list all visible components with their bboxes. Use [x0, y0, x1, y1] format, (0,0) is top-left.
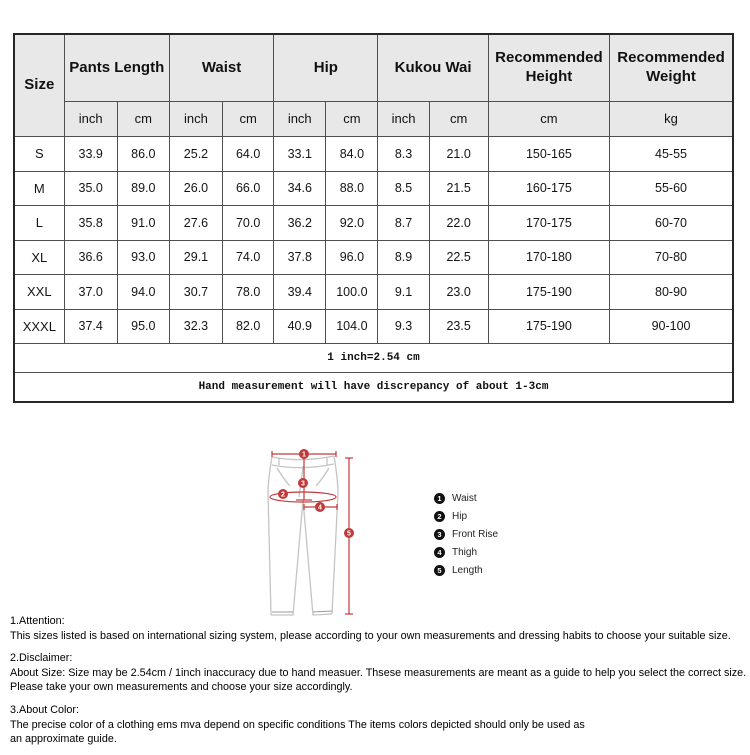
value-cell: 78.0 — [223, 275, 274, 310]
unit-header: inch — [274, 102, 326, 137]
size-table-body — [14, 137, 733, 344]
value-cell: 36.2 — [274, 206, 326, 241]
size-cell: L — [14, 206, 64, 241]
size-cell: S — [14, 137, 64, 172]
col-header-kukou-wai: Kukou Wai — [378, 34, 488, 102]
col-header-size: Size — [14, 34, 64, 137]
legend-label: Thigh — [452, 547, 478, 558]
value-cell: 64.0 — [223, 137, 274, 172]
unit-header: kg — [610, 102, 733, 137]
badge-4-number: 4 — [318, 504, 322, 512]
pants-measurement-diagram — [253, 446, 363, 621]
legend-item — [434, 493, 498, 504]
value-cell: 66.0 — [223, 171, 274, 206]
note-hand-measurement: Hand measurement will have discrepancy of about 1-3cm — [14, 373, 733, 402]
size-table — [13, 33, 734, 403]
section-heading: 1.Attention: — [10, 615, 65, 627]
value-cell: 104.0 — [326, 309, 378, 344]
legend-item — [434, 565, 498, 576]
value-cell: 21.0 — [429, 137, 488, 172]
value-cell: 23.5 — [429, 309, 488, 344]
table-row — [14, 171, 733, 206]
value-cell: 80-90 — [610, 275, 733, 310]
value-cell: 170-180 — [488, 240, 609, 275]
value-cell: 92.0 — [326, 206, 378, 241]
value-cell: 175-190 — [488, 275, 609, 310]
value-cell: 37.4 — [64, 309, 117, 344]
value-cell: 86.0 — [117, 137, 169, 172]
value-cell: 45-55 — [610, 137, 733, 172]
value-cell: 25.2 — [169, 137, 222, 172]
value-cell: 8.3 — [378, 137, 429, 172]
value-cell: 30.7 — [169, 275, 222, 310]
value-cell: 160-175 — [488, 171, 609, 206]
legend-label: Length — [452, 565, 483, 576]
col-header-waist: Waist — [169, 34, 273, 102]
col-header-pants-length: Pants Length — [64, 34, 169, 102]
legend-label: Front Rise — [452, 529, 499, 540]
unit-header: inch — [378, 102, 429, 137]
value-cell: 74.0 — [223, 240, 274, 275]
info-sections — [10, 614, 748, 755]
value-cell: 32.3 — [169, 309, 222, 344]
table-header-row — [14, 34, 733, 102]
value-cell: 91.0 — [117, 206, 169, 241]
value-cell: 27.6 — [169, 206, 222, 241]
unit-header: cm — [429, 102, 488, 137]
value-cell: 96.0 — [326, 240, 378, 275]
col-header-hip: Hip — [274, 34, 378, 102]
value-cell: 22.5 — [429, 240, 488, 275]
section-line: The precise color of a clothing ems mva depend on specific conditions The items colors depicted should only be used as — [10, 718, 585, 731]
value-cell: 60-70 — [610, 206, 733, 241]
size-cell: XL — [14, 240, 64, 275]
size-cell: M — [14, 171, 64, 206]
table-row — [14, 137, 733, 172]
value-cell: 36.6 — [64, 240, 117, 275]
value-cell: 8.5 — [378, 171, 429, 206]
table-row — [14, 206, 733, 241]
legend-item — [434, 511, 498, 522]
legend-number-badge: 3 — [434, 529, 445, 540]
value-cell: 55-60 — [610, 171, 733, 206]
unit-header: inch — [169, 102, 222, 137]
badge-2-number: 2 — [281, 491, 285, 499]
unit-header: cm — [488, 102, 609, 137]
note-row — [14, 373, 733, 402]
table-units-row — [14, 102, 733, 137]
section-line: Please take your own measurements and choose your size accordingly. — [10, 681, 353, 694]
value-cell: 21.5 — [429, 171, 488, 206]
value-cell: 34.6 — [274, 171, 326, 206]
value-cell: 29.1 — [169, 240, 222, 275]
value-cell: 9.1 — [378, 275, 429, 310]
legend-number-badge: 1 — [434, 493, 445, 504]
legend-label: Hip — [452, 511, 468, 522]
value-cell: 70-80 — [610, 240, 733, 275]
value-cell: 35.0 — [64, 171, 117, 206]
note-row — [14, 344, 733, 373]
section-line: About Size: Size may be 2.54cm / 1inch inaccuracy due to hand measuer. Thsese measurements are meant as a guide to help you select the correct size. — [10, 666, 747, 679]
col-header-recommended-height: Recommended Height — [488, 34, 609, 102]
value-cell: 90-100 — [610, 309, 733, 344]
legend-number-badge: 2 — [434, 511, 445, 522]
unit-header: cm — [117, 102, 169, 137]
value-cell: 9.3 — [378, 309, 429, 344]
value-cell: 40.9 — [274, 309, 326, 344]
badge-3-number: 3 — [301, 480, 305, 488]
value-cell: 37.8 — [274, 240, 326, 275]
value-cell: 70.0 — [223, 206, 274, 241]
section-line: an approximate guide. — [10, 733, 117, 746]
section-heading: 2.Disclaimer: — [10, 652, 73, 665]
value-cell: 23.0 — [429, 275, 488, 310]
value-cell: 170-175 — [488, 206, 609, 241]
col-header-recommended-weight: Recommended Weight — [610, 34, 733, 102]
about-color-section — [10, 703, 748, 747]
value-cell: 26.0 — [169, 171, 222, 206]
legend-number-badge: 5 — [434, 565, 445, 576]
value-cell: 100.0 — [326, 275, 378, 310]
table-row — [14, 240, 733, 275]
table-row — [14, 309, 733, 344]
value-cell: 175-190 — [488, 309, 609, 344]
value-cell: 33.1 — [274, 137, 326, 172]
measurement-legend — [434, 493, 498, 583]
size-cell: XXXL — [14, 309, 64, 344]
value-cell: 35.8 — [64, 206, 117, 241]
value-cell: 8.7 — [378, 206, 429, 241]
legend-number-badge: 4 — [434, 547, 445, 558]
value-cell: 150-165 — [488, 137, 609, 172]
unit-header: cm — [223, 102, 274, 137]
disclaimer-section — [10, 651, 748, 695]
badge-1-number: 1 — [302, 451, 306, 459]
unit-header: inch — [64, 102, 117, 137]
value-cell: 89.0 — [117, 171, 169, 206]
value-cell: 84.0 — [326, 137, 378, 172]
note-inch-conversion: 1 inch=2.54 cm — [14, 344, 733, 373]
hem-stitch-lines — [272, 611, 332, 612]
value-cell: 39.4 — [274, 275, 326, 310]
legend-item — [434, 547, 498, 558]
section-line: This sizes listed is based on international sizing system, please according to your own measurements and dressing habits to choose your suitable size. — [10, 629, 731, 642]
value-cell: 37.0 — [64, 275, 117, 310]
value-cell: 8.9 — [378, 240, 429, 275]
badge-5-number: 5 — [347, 530, 351, 538]
unit-header: cm — [326, 102, 378, 137]
legend-label: Waist — [452, 493, 477, 504]
value-cell: 94.0 — [117, 275, 169, 310]
measure-badges — [278, 449, 354, 538]
value-cell: 82.0 — [223, 309, 274, 344]
value-cell: 33.9 — [64, 137, 117, 172]
attention-section — [10, 614, 748, 643]
legend-item — [434, 529, 498, 540]
table-row — [14, 275, 733, 310]
value-cell: 93.0 — [117, 240, 169, 275]
size-cell: XXL — [14, 275, 64, 310]
value-cell: 22.0 — [429, 206, 488, 241]
section-heading: 3.About Color: — [10, 703, 80, 716]
value-cell: 88.0 — [326, 171, 378, 206]
value-cell: 95.0 — [117, 309, 169, 344]
